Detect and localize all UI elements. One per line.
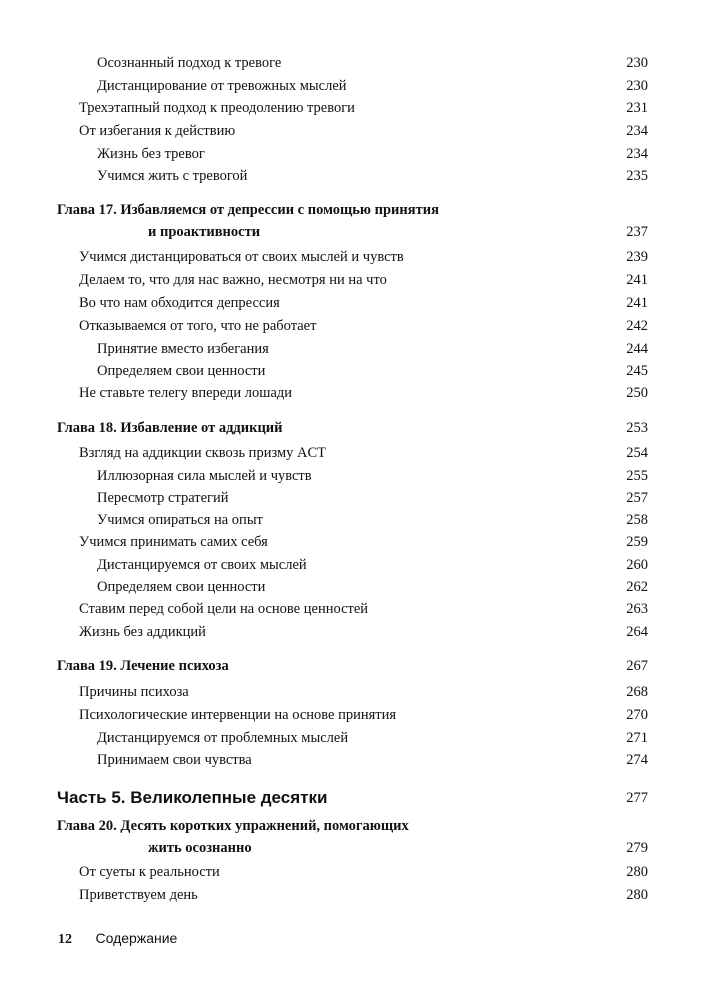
toc-entry-page: 257: [626, 490, 648, 506]
toc-entry: [0, 53, 704, 73]
page-number: 12: [58, 932, 72, 947]
toc-entry-title: Учимся дистанцироваться от своих мыслей и чувств: [79, 249, 404, 265]
toc-entry: [0, 121, 704, 141]
toc-entry-title: Учимся опираться на опыт: [97, 512, 263, 528]
toc-entry-title: Глава 17. Избавляемся от депрессии с помощью принятия: [57, 202, 439, 218]
toc-entry: [0, 622, 704, 642]
toc-entry-title: Глава 19. Лечение психоза: [57, 658, 229, 674]
toc-entry: [0, 750, 704, 770]
toc-entry-page: 274: [626, 752, 648, 768]
toc-entry-page: 242: [626, 318, 648, 334]
toc-entry-page: 264: [626, 624, 648, 640]
toc-entry-page: 267: [626, 658, 648, 674]
toc-entry: [0, 466, 704, 486]
toc-chapter: [0, 656, 704, 676]
toc-entry-title: Приветствуем день: [79, 887, 198, 903]
toc-entry-title: Дистанцируемся от своих мыслей: [97, 557, 307, 573]
toc-chapter-continuation: [0, 222, 704, 242]
toc-entry: [0, 682, 704, 702]
toc-entry: [0, 862, 704, 882]
toc-entry: [0, 166, 704, 186]
toc-entry: [0, 728, 704, 748]
toc-entry-title: Иллюзорная сила мыслей и чувств: [97, 468, 312, 484]
toc-entry-page: 260: [626, 557, 648, 573]
toc-entry-title: От избегания к действию: [79, 123, 236, 139]
toc-entry: [0, 270, 704, 290]
toc-entry: [0, 488, 704, 508]
toc-entry-page: 253: [626, 420, 648, 436]
toc-entry-page: 271: [626, 730, 648, 746]
toc-entry: [0, 599, 704, 619]
toc-entry-page: 235: [626, 168, 648, 184]
toc-entry-page: 258: [626, 512, 648, 528]
toc-entry-page: 279: [626, 840, 648, 856]
toc-entry: [0, 383, 704, 403]
toc-entry-page: 255: [626, 468, 648, 484]
toc-entry-title: Трехэтапный подход к преодолению тревоги: [79, 100, 355, 116]
toc-entry-title: Глава 18. Избавление от аддикций: [57, 420, 283, 436]
toc-entry-title: Не ставьте телегу впереди лошади: [79, 385, 293, 401]
toc-entry-title: Жизнь без аддикций: [79, 624, 206, 640]
toc-chapter: [0, 200, 704, 220]
toc-entry-title: Ставим перед собой цели на основе ценностей: [79, 601, 369, 617]
toc-entry-title: Жизнь без тревог: [97, 146, 205, 162]
toc-entry-title: Учимся принимать самих себя: [79, 534, 268, 550]
toc-entry-page: 234: [626, 123, 648, 139]
toc-entry-title: Учимся жить с тревогой: [97, 168, 248, 184]
toc-entry-title: Дистанцирование от тревожных мыслей: [97, 78, 347, 94]
toc-entry: [0, 885, 704, 905]
toc-entry-page: 280: [626, 887, 648, 903]
toc-entry: [0, 361, 704, 381]
toc-entry-title: Осознанный подход к тревоге: [97, 55, 282, 71]
toc-entry-page: 280: [626, 864, 648, 880]
toc-entry-title: Принятие вместо избегания: [97, 341, 269, 357]
toc-entry-page: 259: [626, 534, 648, 550]
toc-entry-title: Взгляд на аддикции сквозь призму ACT: [79, 445, 327, 461]
toc-entry: [0, 98, 704, 118]
toc-entry-title: Делаем то, что для нас важно, несмотря ни на что: [79, 272, 387, 288]
toc-entry-title: Психологические интервенции на основе принятия: [79, 707, 397, 723]
toc-chapter: [0, 816, 704, 836]
toc-entry: [0, 76, 704, 96]
toc-entry: [0, 293, 704, 313]
toc-entry-title: От суеты к реальности: [79, 864, 220, 880]
toc-entry: [0, 510, 704, 530]
toc-entry-page: 277: [626, 790, 648, 806]
toc-entry-page: 237: [626, 224, 648, 240]
toc-entry-page: 270: [626, 707, 648, 723]
toc-entry: [0, 555, 704, 575]
toc-entry: [0, 532, 704, 552]
toc-entry-title: Отказываемся от того, что не работает: [79, 318, 317, 334]
toc-entry-page: 239: [626, 249, 648, 265]
toc-entry-title: Дистанцируемся от проблемных мыслей: [97, 730, 349, 746]
toc-entry: [0, 577, 704, 597]
toc-entry-title: Определяем свои ценности: [97, 579, 266, 595]
toc-entry-title: и проактивности: [148, 224, 261, 240]
toc-entry: [0, 705, 704, 725]
toc-entry-title: Глава 20. Десять коротких упражнений, помогающих: [57, 818, 409, 834]
toc-entry-page: 263: [626, 601, 648, 617]
toc-entry-page: 231: [626, 100, 648, 116]
page-footer: [58, 928, 177, 948]
toc-entry-page: 234: [626, 146, 648, 162]
toc-entry-title: Причины психоза: [79, 684, 189, 700]
toc-entry-title: Принимаем свои чувства: [97, 752, 252, 768]
toc-entry: [0, 144, 704, 164]
toc-entry: [0, 316, 704, 336]
toc-entry: [0, 247, 704, 267]
toc-entry-page: 245: [626, 363, 648, 379]
toc-chapter-continuation: [0, 838, 704, 858]
toc-entry-page: 230: [626, 55, 648, 71]
toc-entry-page: 244: [626, 341, 648, 357]
running-header-label: Содержание: [95, 930, 178, 946]
toc-chapter: [0, 418, 704, 438]
toc-entry: [0, 443, 704, 463]
toc-entry-page: 241: [626, 272, 648, 288]
toc-entry-title: Определяем свои ценности: [97, 363, 266, 379]
toc-part: [0, 788, 704, 808]
toc-entry-page: 262: [626, 579, 648, 595]
toc-entry-page: 230: [626, 78, 648, 94]
toc-entry-title: Во что нам обходится депрессия: [79, 295, 280, 311]
toc-entry-page: 241: [626, 295, 648, 311]
toc-entry-page: 268: [626, 684, 648, 700]
toc-entry-page: 254: [626, 445, 648, 461]
toc-entry-title: жить осознанно: [148, 840, 252, 856]
toc-entry-page: 250: [626, 385, 648, 401]
toc-entry-title: Пересмотр стратегий: [97, 490, 229, 506]
toc-entry: [0, 339, 704, 359]
toc-entry-title: Часть 5. Великолепные десятки: [57, 788, 328, 807]
